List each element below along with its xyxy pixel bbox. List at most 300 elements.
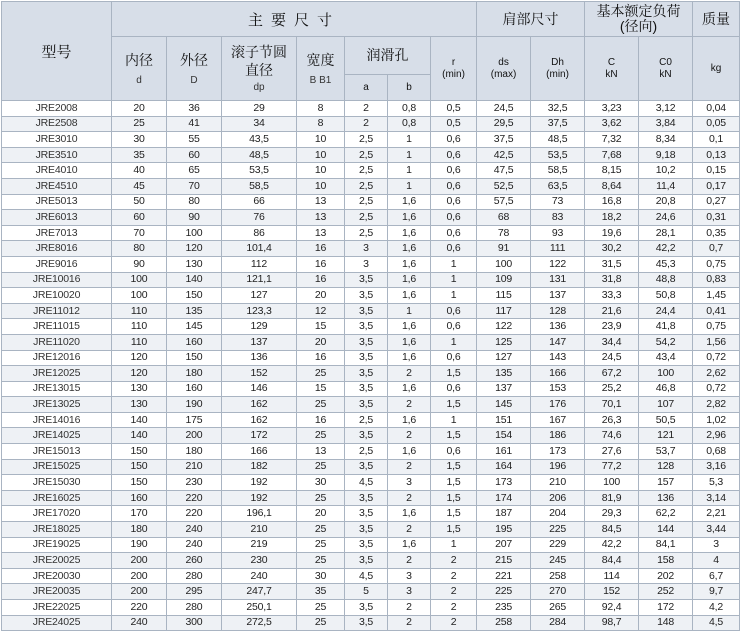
cell-ds: 235 xyxy=(477,600,531,616)
cell-dh: 284 xyxy=(531,615,585,631)
cell-ds: 57,5 xyxy=(477,194,531,210)
cell-r: 2 xyxy=(431,600,477,616)
cell-d: 30 xyxy=(112,132,167,148)
cell-model: JRE22025 xyxy=(2,600,112,616)
cell-c: 3,23 xyxy=(585,101,639,117)
cell-a: 3,5 xyxy=(345,334,388,350)
cell-dh: 83 xyxy=(531,210,585,226)
cell-b: 2 xyxy=(388,459,431,475)
cell-d: 190 xyxy=(167,397,222,413)
cell-dh: 196 xyxy=(531,459,585,475)
cell-b: 1,6 xyxy=(388,350,431,366)
cell-dh: 225 xyxy=(531,522,585,538)
cell-c: 29,3 xyxy=(585,506,639,522)
cell-ds: 47,5 xyxy=(477,163,531,179)
cell-b: 16 xyxy=(297,241,345,257)
cell-b: 0,8 xyxy=(388,101,431,117)
cell-b: 1,6 xyxy=(388,334,431,350)
cell-kg: 0,75 xyxy=(693,256,740,272)
cell-c: 42,2 xyxy=(585,537,639,553)
cell-c0: 43,4 xyxy=(639,350,693,366)
cell-model: JRE11020 xyxy=(2,334,112,350)
cell-ds: 215 xyxy=(477,553,531,569)
cell-kg: 0,05 xyxy=(693,116,740,132)
cell-dp: 162 xyxy=(222,397,297,413)
cell-a: 2,5 xyxy=(345,147,388,163)
cell-dh: 32,5 xyxy=(531,101,585,117)
cell-c0: 50,8 xyxy=(639,288,693,304)
cell-b: 10 xyxy=(297,147,345,163)
cell-d: 300 xyxy=(167,615,222,631)
cell-d: 100 xyxy=(112,272,167,288)
cell-d: 120 xyxy=(167,241,222,257)
cell-kg: 0,35 xyxy=(693,225,740,241)
cell-dp: 86 xyxy=(222,225,297,241)
cell-kg: 0,7 xyxy=(693,241,740,257)
table-body xyxy=(2,101,740,631)
cell-c: 7,32 xyxy=(585,132,639,148)
cell-d: 220 xyxy=(112,600,167,616)
cell-d: 240 xyxy=(167,537,222,553)
cell-a: 2,5 xyxy=(345,178,388,194)
cell-ds: 125 xyxy=(477,334,531,350)
cell-dp: 76 xyxy=(222,210,297,226)
cell-model: JRE20025 xyxy=(2,553,112,569)
cell-r: 0,5 xyxy=(431,101,477,117)
header-dh-symbol: Dh xyxy=(551,56,564,68)
cell-c: 84,5 xyxy=(585,522,639,538)
table-row xyxy=(2,194,740,210)
cell-ds: 42,5 xyxy=(477,147,531,163)
cell-d: 20 xyxy=(112,101,167,117)
cell-b: 0,8 xyxy=(388,116,431,132)
cell-a: 2 xyxy=(345,116,388,132)
cell-kg: 0,83 xyxy=(693,272,740,288)
cell-a: 2,5 xyxy=(345,412,388,428)
cell-c: 23,9 xyxy=(585,319,639,335)
cell-dh: 58,5 xyxy=(531,163,585,179)
cell-dh: 153 xyxy=(531,381,585,397)
cell-b: 1,6 xyxy=(388,210,431,226)
cell-b: 2 xyxy=(388,600,431,616)
cell-a: 3,5 xyxy=(345,272,388,288)
cell-b: 1,6 xyxy=(388,288,431,304)
table-row xyxy=(2,459,740,475)
cell-c0: 10,2 xyxy=(639,163,693,179)
cell-d: 135 xyxy=(167,303,222,319)
cell-b: 8 xyxy=(297,101,345,117)
cell-b: 25 xyxy=(297,522,345,538)
cell-d: 45 xyxy=(112,178,167,194)
cell-r: 2 xyxy=(431,584,477,600)
table-row xyxy=(2,210,740,226)
cell-ds: 151 xyxy=(477,412,531,428)
header-r xyxy=(431,37,477,101)
header-roller-symbol: dp xyxy=(253,82,265,93)
cell-dp: 219 xyxy=(222,537,297,553)
cell-kg: 2,82 xyxy=(693,397,740,413)
cell-d: 170 xyxy=(112,506,167,522)
cell-b: 2 xyxy=(388,397,431,413)
cell-kg: 0,17 xyxy=(693,178,740,194)
cell-model: JRE19025 xyxy=(2,537,112,553)
cell-dp: 162 xyxy=(222,412,297,428)
cell-c: 21,6 xyxy=(585,303,639,319)
cell-r: 1 xyxy=(431,256,477,272)
cell-c: 24,5 xyxy=(585,350,639,366)
cell-ds: 117 xyxy=(477,303,531,319)
cell-ds: 91 xyxy=(477,241,531,257)
cell-d: 150 xyxy=(167,288,222,304)
cell-c0: 46,8 xyxy=(639,381,693,397)
cell-ds: 68 xyxy=(477,210,531,226)
cell-c0: 20,8 xyxy=(639,194,693,210)
cell-r: 0,6 xyxy=(431,444,477,460)
cell-b: 1,6 xyxy=(388,412,431,428)
cell-c: 27,6 xyxy=(585,444,639,460)
cell-d: 35 xyxy=(112,147,167,163)
cell-dp: 166 xyxy=(222,444,297,460)
cell-model: JRE8016 xyxy=(2,241,112,257)
cell-r: 1,5 xyxy=(431,397,477,413)
cell-model: JRE4010 xyxy=(2,163,112,179)
header-c0-unit: kN xyxy=(659,68,672,80)
cell-c: 152 xyxy=(585,584,639,600)
cell-ds: 135 xyxy=(477,366,531,382)
cell-dh: 137 xyxy=(531,288,585,304)
header-ds xyxy=(477,37,531,101)
cell-model: JRE4510 xyxy=(2,178,112,194)
cell-model: JRE2008 xyxy=(2,101,112,117)
cell-a: 2,5 xyxy=(345,132,388,148)
cell-ds: 122 xyxy=(477,319,531,335)
table-row xyxy=(2,506,740,522)
cell-dh: 204 xyxy=(531,506,585,522)
table-row xyxy=(2,241,740,257)
cell-c: 74,6 xyxy=(585,428,639,444)
cell-d: 65 xyxy=(167,163,222,179)
cell-b: 16 xyxy=(297,350,345,366)
cell-c: 30,2 xyxy=(585,241,639,257)
cell-dp: 34 xyxy=(222,116,297,132)
table-row xyxy=(2,475,740,491)
cell-model: JRE10016 xyxy=(2,272,112,288)
cell-d: 240 xyxy=(112,615,167,631)
cell-r: 0,6 xyxy=(431,178,477,194)
cell-dh: 63,5 xyxy=(531,178,585,194)
cell-dp: 230 xyxy=(222,553,297,569)
cell-dh: 245 xyxy=(531,553,585,569)
cell-d: 295 xyxy=(167,584,222,600)
cell-ds: 195 xyxy=(477,522,531,538)
table-row xyxy=(2,163,740,179)
cell-b: 10 xyxy=(297,132,345,148)
table-row xyxy=(2,225,740,241)
header-inner-symbol: d xyxy=(136,74,142,86)
cell-d: 110 xyxy=(112,303,167,319)
cell-b: 25 xyxy=(297,615,345,631)
cell-dp: 127 xyxy=(222,288,297,304)
cell-kg: 0,31 xyxy=(693,210,740,226)
cell-dh: 270 xyxy=(531,584,585,600)
cell-dp: 121,1 xyxy=(222,272,297,288)
cell-b: 20 xyxy=(297,506,345,522)
cell-d: 90 xyxy=(112,256,167,272)
cell-d: 110 xyxy=(112,319,167,335)
header-c0-symbol: C0 xyxy=(659,56,672,68)
header-lube-hole: 润滑孔 xyxy=(345,37,431,75)
cell-b: 1,6 xyxy=(388,272,431,288)
cell-d: 210 xyxy=(167,459,222,475)
cell-d: 60 xyxy=(112,210,167,226)
cell-kg: 3,44 xyxy=(693,522,740,538)
table-row xyxy=(2,288,740,304)
cell-r: 1,5 xyxy=(431,490,477,506)
cell-b: 1 xyxy=(388,147,431,163)
cell-b: 12 xyxy=(297,303,345,319)
cell-c0: 42,2 xyxy=(639,241,693,257)
cell-dp: 53,5 xyxy=(222,163,297,179)
cell-d: 100 xyxy=(112,288,167,304)
cell-ds: 161 xyxy=(477,444,531,460)
cell-model: JRE20035 xyxy=(2,584,112,600)
table-row xyxy=(2,584,740,600)
cell-b: 1 xyxy=(388,163,431,179)
cell-kg: 2,21 xyxy=(693,506,740,522)
cell-b: 1 xyxy=(388,178,431,194)
cell-d: 25 xyxy=(112,116,167,132)
cell-c: 67,2 xyxy=(585,366,639,382)
table-header xyxy=(2,2,740,101)
cell-r: 2 xyxy=(431,553,477,569)
cell-c: 16,8 xyxy=(585,194,639,210)
cell-dh: 147 xyxy=(531,334,585,350)
header-roller-line2: 直径 xyxy=(245,62,273,78)
cell-r: 1,5 xyxy=(431,366,477,382)
cell-dh: 136 xyxy=(531,319,585,335)
cell-b: 2 xyxy=(388,490,431,506)
header-mass: 质量 xyxy=(693,2,740,37)
header-ds-unit: (max) xyxy=(490,68,517,80)
cell-b: 25 xyxy=(297,366,345,382)
header-width xyxy=(297,37,345,101)
cell-d: 280 xyxy=(167,568,222,584)
header-basic-load-rating xyxy=(585,2,693,37)
table-row xyxy=(2,101,740,117)
cell-b: 1,6 xyxy=(388,256,431,272)
cell-d: 130 xyxy=(112,397,167,413)
cell-model: JRE13015 xyxy=(2,381,112,397)
cell-d: 240 xyxy=(167,522,222,538)
table-row xyxy=(2,568,740,584)
cell-dp: 136 xyxy=(222,350,297,366)
cell-dh: 167 xyxy=(531,412,585,428)
table-row xyxy=(2,397,740,413)
cell-d: 140 xyxy=(112,428,167,444)
cell-c0: 53,7 xyxy=(639,444,693,460)
cell-kg: 0,72 xyxy=(693,381,740,397)
table-row xyxy=(2,428,740,444)
header-ds-symbol: ds xyxy=(498,56,509,68)
cell-b: 25 xyxy=(297,459,345,475)
cell-dp: 196,1 xyxy=(222,506,297,522)
cell-a: 3,5 xyxy=(345,319,388,335)
cell-r: 0,6 xyxy=(431,319,477,335)
cell-d: 55 xyxy=(167,132,222,148)
cell-dh: 37,5 xyxy=(531,116,585,132)
header-lube-b: b xyxy=(388,75,431,101)
cell-d: 36 xyxy=(167,101,222,117)
cell-kg: 3,14 xyxy=(693,490,740,506)
cell-c0: 144 xyxy=(639,522,693,538)
cell-ds: 174 xyxy=(477,490,531,506)
cell-r: 0,6 xyxy=(431,194,477,210)
header-mass-unit: kg xyxy=(693,37,740,101)
cell-c: 70,1 xyxy=(585,397,639,413)
cell-a: 3,5 xyxy=(345,303,388,319)
cell-ds: 225 xyxy=(477,584,531,600)
cell-ds: 164 xyxy=(477,459,531,475)
header-width-symbol: B B1 xyxy=(309,74,332,86)
cell-c: 92,4 xyxy=(585,600,639,616)
cell-ds: 221 xyxy=(477,568,531,584)
cell-c0: 48,8 xyxy=(639,272,693,288)
cell-model: JRE6013 xyxy=(2,210,112,226)
cell-model: JRE7013 xyxy=(2,225,112,241)
cell-dp: 172 xyxy=(222,428,297,444)
cell-kg: 1,56 xyxy=(693,334,740,350)
cell-d: 40 xyxy=(112,163,167,179)
cell-model: JRE9016 xyxy=(2,256,112,272)
cell-a: 3,5 xyxy=(345,288,388,304)
cell-c0: 3,12 xyxy=(639,101,693,117)
cell-kg: 2,96 xyxy=(693,428,740,444)
cell-model: JRE20030 xyxy=(2,568,112,584)
table-row xyxy=(2,490,740,506)
table-row xyxy=(2,615,740,631)
cell-ds: 137 xyxy=(477,381,531,397)
cell-r: 2 xyxy=(431,568,477,584)
cell-model: JRE3510 xyxy=(2,147,112,163)
cell-a: 3,5 xyxy=(345,600,388,616)
cell-model: JRE11015 xyxy=(2,319,112,335)
cell-r: 1,5 xyxy=(431,475,477,491)
cell-kg: 3,16 xyxy=(693,459,740,475)
cell-b: 15 xyxy=(297,381,345,397)
cell-kg: 4 xyxy=(693,553,740,569)
cell-a: 5 xyxy=(345,584,388,600)
table-row xyxy=(2,147,740,163)
cell-d: 220 xyxy=(167,506,222,522)
cell-c: 8,64 xyxy=(585,178,639,194)
cell-c0: 128 xyxy=(639,459,693,475)
cell-dp: 192 xyxy=(222,490,297,506)
cell-dh: 206 xyxy=(531,490,585,506)
header-shoulder-dimensions: 肩部尺寸 xyxy=(477,2,585,37)
cell-a: 3 xyxy=(345,241,388,257)
cell-b: 2 xyxy=(388,553,431,569)
header-outer-label: 外径 xyxy=(180,51,208,68)
cell-r: 0,6 xyxy=(431,381,477,397)
cell-dh: 176 xyxy=(531,397,585,413)
cell-model: JRE13025 xyxy=(2,397,112,413)
cell-dp: 29 xyxy=(222,101,297,117)
cell-model: JRE17020 xyxy=(2,506,112,522)
cell-r: 0,6 xyxy=(431,147,477,163)
cell-c0: 11,4 xyxy=(639,178,693,194)
cell-c: 34,4 xyxy=(585,334,639,350)
cell-dp: 66 xyxy=(222,194,297,210)
cell-dp: 123,3 xyxy=(222,303,297,319)
table-row xyxy=(2,444,740,460)
cell-dh: 166 xyxy=(531,366,585,382)
cell-d: 130 xyxy=(112,381,167,397)
cell-r: 1 xyxy=(431,537,477,553)
cell-r: 0,6 xyxy=(431,241,477,257)
cell-b: 1,6 xyxy=(388,194,431,210)
cell-d: 130 xyxy=(167,256,222,272)
cell-kg: 0,68 xyxy=(693,444,740,460)
header-roller-line1: 滚子节圆 xyxy=(231,44,287,60)
header-c0 xyxy=(639,37,693,101)
cell-model: JRE10020 xyxy=(2,288,112,304)
cell-r: 1 xyxy=(431,272,477,288)
cell-b: 16 xyxy=(297,412,345,428)
cell-c0: 54,2 xyxy=(639,334,693,350)
cell-d: 120 xyxy=(112,350,167,366)
cell-dh: 111 xyxy=(531,241,585,257)
cell-dh: 128 xyxy=(531,303,585,319)
cell-c: 18,2 xyxy=(585,210,639,226)
header-roller-pitch-diameter xyxy=(222,37,297,101)
cell-kg: 5,3 xyxy=(693,475,740,491)
cell-b: 16 xyxy=(297,272,345,288)
table-row xyxy=(2,116,740,132)
cell-b: 20 xyxy=(297,288,345,304)
cell-ds: 207 xyxy=(477,537,531,553)
cell-ds: 127 xyxy=(477,350,531,366)
cell-b: 25 xyxy=(297,490,345,506)
cell-d: 41 xyxy=(167,116,222,132)
cell-r: 1 xyxy=(431,334,477,350)
cell-dp: 146 xyxy=(222,381,297,397)
table-row xyxy=(2,350,740,366)
cell-c: 25,2 xyxy=(585,381,639,397)
cell-d: 70 xyxy=(112,225,167,241)
cell-dh: 143 xyxy=(531,350,585,366)
cell-kg: 1,45 xyxy=(693,288,740,304)
cell-dp: 210 xyxy=(222,522,297,538)
cell-dh: 48,5 xyxy=(531,132,585,148)
cell-model: JRE2508 xyxy=(2,116,112,132)
cell-dp: 58,5 xyxy=(222,178,297,194)
cell-d: 140 xyxy=(112,412,167,428)
cell-dp: 182 xyxy=(222,459,297,475)
cell-model: JRE14025 xyxy=(2,428,112,444)
cell-d: 140 xyxy=(167,272,222,288)
cell-r: 1 xyxy=(431,412,477,428)
cell-c: 98,7 xyxy=(585,615,639,631)
cell-d: 220 xyxy=(167,490,222,506)
cell-d: 80 xyxy=(167,194,222,210)
cell-a: 3,5 xyxy=(345,615,388,631)
cell-d: 110 xyxy=(112,334,167,350)
cell-kg: 6,7 xyxy=(693,568,740,584)
cell-model: JRE12016 xyxy=(2,350,112,366)
cell-ds: 78 xyxy=(477,225,531,241)
header-c-symbol: C xyxy=(607,56,616,68)
cell-kg: 4,5 xyxy=(693,615,740,631)
